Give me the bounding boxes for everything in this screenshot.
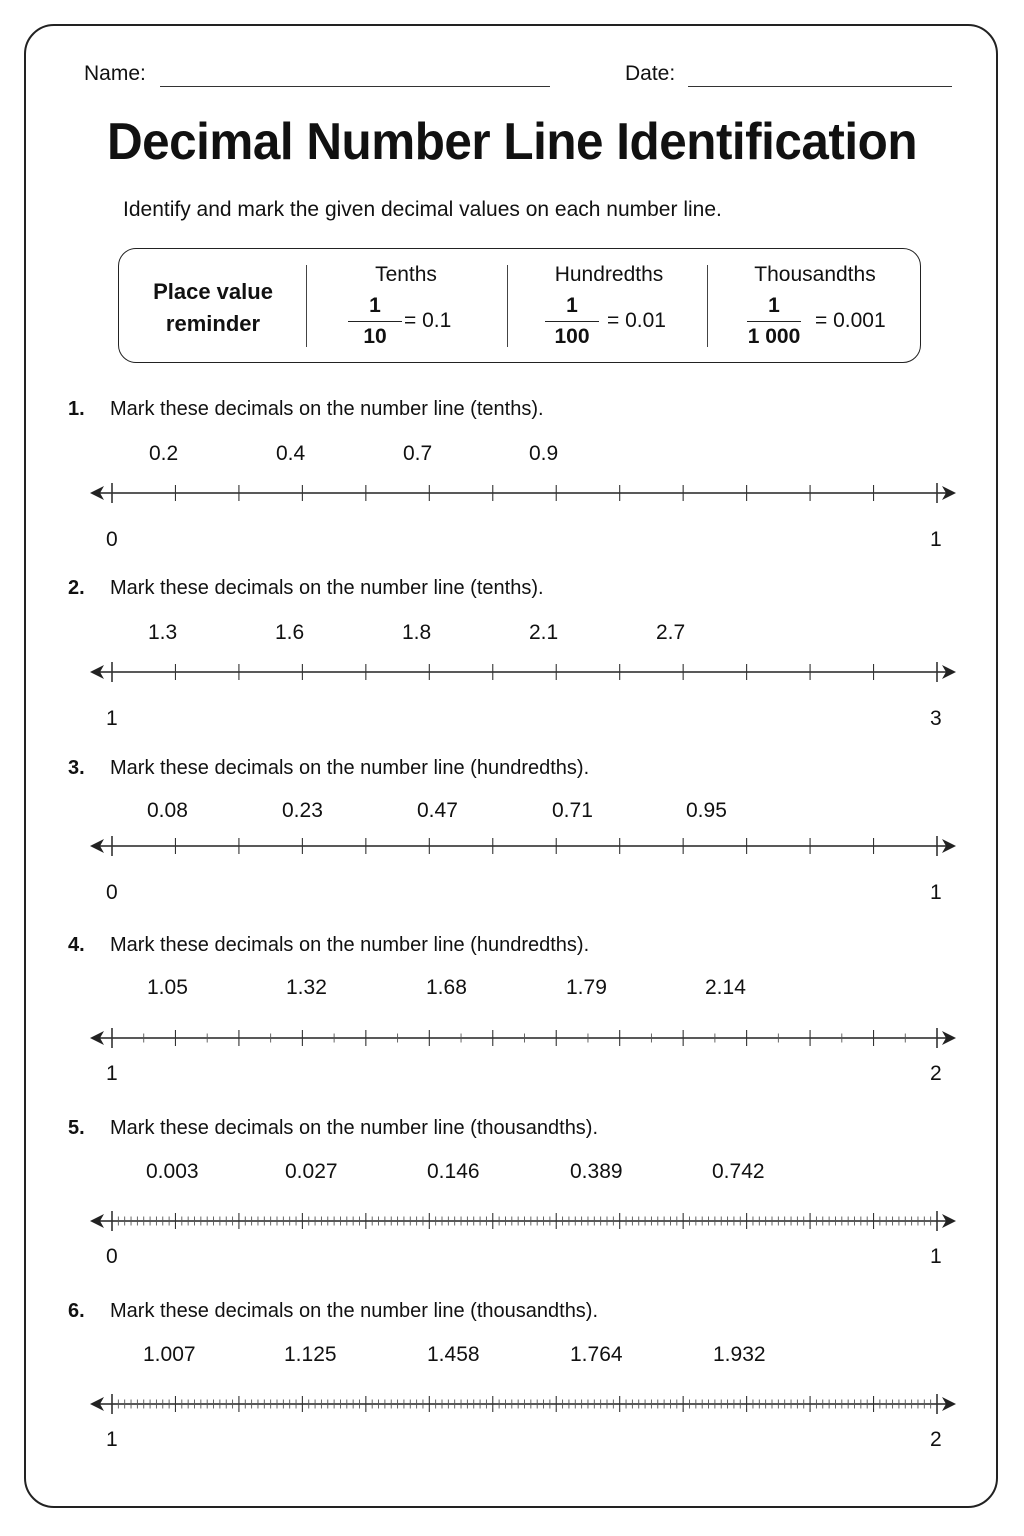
fraction-denominator: 100 [554, 325, 590, 348]
decimal-value: 1.32 [286, 976, 327, 999]
decimal-value: 0.9 [529, 442, 559, 465]
fraction-denominator: 1 000 [747, 325, 801, 348]
decimal-value: 0.23 [282, 799, 323, 822]
decimal-value: 1.8 [402, 621, 432, 644]
decimal-value: 0.08 [147, 799, 188, 822]
number-line[interactable] [90, 478, 956, 508]
fraction-denominator: 10 [363, 325, 387, 348]
decimal-value: 0.146 [427, 1160, 480, 1183]
decimal-value: 1.764 [570, 1343, 623, 1366]
question-number: 2. [68, 577, 85, 599]
decimal-value: 0.389 [570, 1160, 623, 1183]
number-line[interactable] [90, 1389, 956, 1419]
number-line-end: 3 [930, 707, 942, 730]
number-line[interactable] [90, 831, 956, 861]
thousandths-heading: Thousandths [754, 263, 876, 286]
number-line-end: 1 [930, 528, 942, 551]
number-line-start: 1 [106, 707, 118, 730]
decimal-value: 0.7 [403, 442, 433, 465]
number-line-end: 2 [930, 1062, 942, 1085]
decimal-value: 1.458 [427, 1343, 480, 1366]
decimal-value: 1.007 [143, 1343, 196, 1366]
decimal-value: 1.05 [147, 976, 188, 999]
question-4 [0, 934, 1024, 1104]
place-value-box [118, 248, 921, 363]
decimal-value: 0.4 [276, 442, 306, 465]
question-number: 5. [68, 1117, 85, 1139]
decimal-value: 2.7 [656, 621, 686, 644]
question-2 [0, 577, 1024, 747]
hundredths-heading: Hundredths [554, 263, 664, 286]
fraction-numerator: 1 [768, 294, 780, 317]
decimal-value: 0.95 [686, 799, 727, 822]
question-text: Mark these decimals on the number line (thousandths). [110, 1117, 599, 1139]
fraction-bar [545, 321, 599, 322]
number-line-start: 0 [106, 528, 118, 551]
number-line[interactable] [90, 1023, 956, 1053]
date-field[interactable] [688, 86, 952, 87]
number-line-start: 0 [106, 881, 118, 904]
name-field[interactable] [160, 86, 550, 87]
hundredths-fraction [537, 293, 607, 350]
question-6 [0, 1300, 1024, 1470]
decimal-value: 0.71 [552, 799, 593, 822]
decimal-value: 0.47 [417, 799, 458, 822]
tenths-equals: = 0.1 [404, 309, 452, 332]
fraction-bar [348, 321, 402, 322]
number-line-start: 1 [106, 1428, 118, 1451]
decimal-value: 1.3 [148, 621, 178, 644]
decimal-value: 2.14 [705, 976, 746, 999]
decimal-value: 1.932 [713, 1343, 766, 1366]
number-line-start: 1 [106, 1062, 118, 1085]
divider [507, 265, 508, 347]
date-label: Date: [625, 62, 676, 85]
number-line[interactable] [90, 657, 956, 687]
decimal-value: 2.1 [529, 621, 559, 644]
question-3 [0, 757, 1024, 927]
question-1 [0, 398, 1024, 568]
question-5 [0, 1117, 1024, 1287]
place-value-label-line1: Place value [153, 279, 273, 304]
fraction-numerator: 1 [369, 294, 381, 317]
name-label: Name: [84, 62, 146, 85]
place-value-label [119, 276, 307, 340]
decimal-value: 1.125 [284, 1343, 337, 1366]
question-number: 6. [68, 1300, 85, 1322]
thousandths-fraction [739, 293, 809, 350]
question-text: Mark these decimals on the number line (tenths). [110, 398, 544, 420]
decimal-value: 1.6 [275, 621, 305, 644]
number-line-end: 2 [930, 1428, 942, 1451]
instructions: Identify and mark the given decimal values on each number line. [123, 198, 722, 221]
number-line-end: 1 [930, 881, 942, 904]
hundredths-equals: = 0.01 [607, 309, 666, 332]
question-number: 1. [68, 398, 85, 420]
place-value-label-line2: reminder [165, 311, 261, 336]
number-line-end: 1 [930, 1245, 942, 1268]
decimal-value: 0.027 [285, 1160, 338, 1183]
decimal-value: 1.79 [566, 976, 607, 999]
thousandths-equals: = 0.001 [815, 309, 886, 332]
question-text: Mark these decimals on the number line (hundredths). [110, 757, 590, 779]
question-text: Mark these decimals on the number line (thousandths). [110, 1300, 599, 1322]
question-number: 3. [68, 757, 85, 779]
number-line[interactable] [90, 1206, 956, 1236]
decimal-value: 0.742 [712, 1160, 765, 1183]
fraction-bar [747, 321, 801, 322]
decimal-value: 0.003 [146, 1160, 199, 1183]
question-text: Mark these decimals on the number line (tenths). [110, 577, 544, 599]
decimal-value: 0.2 [149, 442, 179, 465]
question-number: 4. [68, 934, 85, 956]
tenths-fraction [340, 293, 410, 350]
decimal-value: 1.68 [426, 976, 467, 999]
question-text: Mark these decimals on the number line (hundredths). [110, 934, 590, 956]
fraction-numerator: 1 [566, 294, 578, 317]
number-line-start: 0 [106, 1245, 118, 1268]
page-title: Decimal Number Line Identification [106, 113, 918, 171]
tenths-heading: Tenths [375, 263, 437, 286]
